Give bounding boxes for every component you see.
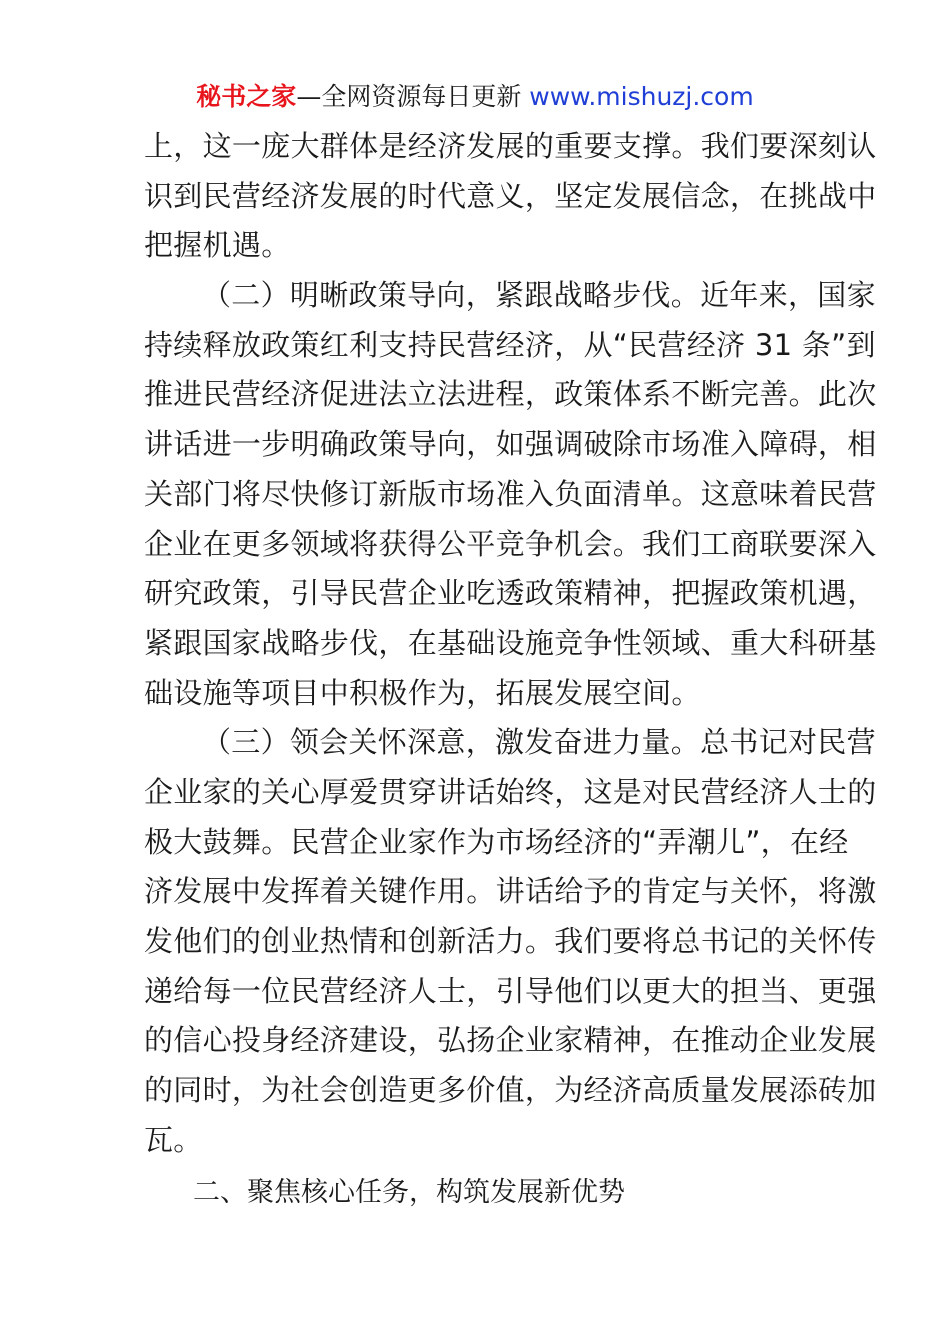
text-line: 发他们的创业热情和创新活力。我们要将总书记的关怀传 (144, 924, 877, 958)
text-line: 识到民营经济发展的时代意义，坚定发展信念，在挑战中 (144, 178, 877, 213)
text-line: 的同时，为社会创造更多价值，为经济高质量发展添砖加 (144, 1073, 877, 1108)
text-line: 瓦。 (144, 1122, 203, 1157)
text-line: 持续释放政策红利支持民营经济，从“民营经济 31 条”到 (144, 327, 876, 362)
text-line: 上，这一庞大群体是经济发展的重要支撑。我们要深刻认 (144, 129, 877, 163)
document-body (144, 122, 877, 1165)
text-line: 础设施等项目中积极作为，拓展发展空间。 (144, 675, 701, 710)
text-line: 把握机遇。 (144, 228, 291, 263)
text-line: 讲话进一步明确政策导向，如强调破除市场准入障碍，相 (144, 427, 877, 462)
text-line: 关部门将尽快修订新版市场准入负面清单。这意味着民营 (144, 476, 877, 511)
text-line: 济发展中发挥着关键作用。讲话给予的肯定与关怀，将激 (144, 874, 877, 909)
text-line: 的信心投身经济建设，弘扬企业家精神，在推动企业发展 (144, 1023, 877, 1058)
text-line: 递给每一位民营经济人士，引导他们以更大的担当、更强 (144, 973, 877, 1008)
text-line: 企业在更多领域将获得公平竞争机会。我们工商联要深入 (144, 526, 877, 561)
text-line: 企业家的关心厚爱贯穿讲话始终，这是对民营经济人士的 (144, 774, 877, 809)
text-line: 研究政策，引导民营企业吃透政策精神，把握政策机遇， (144, 576, 877, 611)
paragraph-start-line: （三）领会关怀深意，激发奋进力量。总书记对民营 (202, 725, 876, 760)
site-header (0, 80, 950, 114)
text-line: 紧跟国家战略步伐，在基础设施竞争性领域、重大科研基 (144, 625, 877, 660)
section-heading: 二、聚焦核心任务，构筑发展新优势 (193, 1177, 625, 1208)
text-line: 推进民营经济促进法立法进程，政策体系不断完善。此次 (144, 377, 877, 412)
text-line: 极大鼓舞。民营企业家作为市场经济的“弄潮儿”，在经 (144, 824, 849, 859)
paragraph-start-line: （二）明晰政策导向，紧跟战略步伐。近年来，国家 (202, 278, 876, 313)
site-url-link[interactable]: www.mishuzj.com (529, 82, 754, 111)
header-tagline: —全网资源每日更新 (296, 82, 522, 111)
brand-name: 秘书之家 (196, 82, 297, 111)
